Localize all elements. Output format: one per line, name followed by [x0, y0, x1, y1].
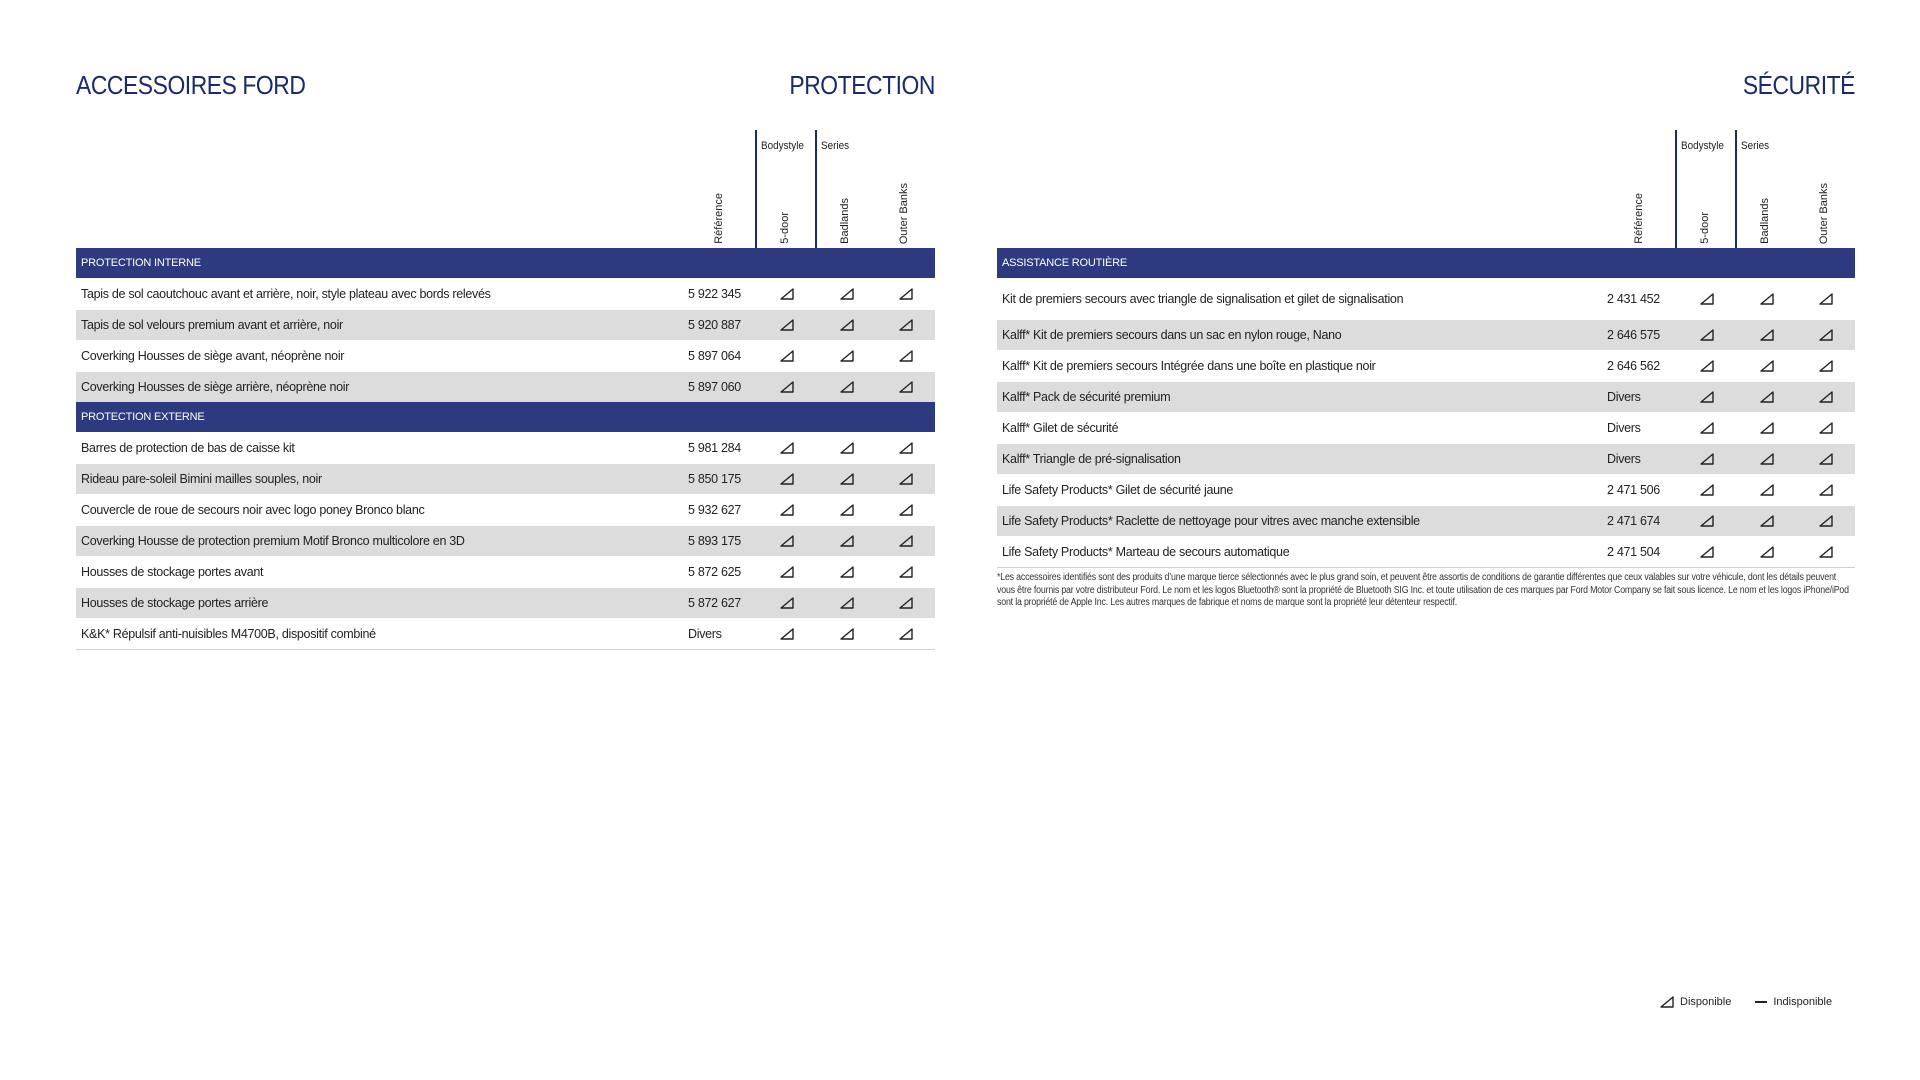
- row-label: Life Safety Products* Gilet de sécurité jaune: [1002, 483, 1234, 497]
- table-body: [76, 248, 935, 650]
- page-title: ACCESSOIRES FORD: [76, 70, 306, 100]
- column-header-reference: Référence: [1633, 193, 1645, 244]
- column-header-badlands: Badlands: [839, 198, 851, 244]
- legend: [1660, 996, 1848, 1008]
- column-divider: [1735, 130, 1737, 248]
- available-triangle-icon: [1700, 537, 1714, 567]
- row-label: Kalff* Kit de premiers secours dans un sac en nylon rouge, Nano: [1002, 328, 1342, 342]
- available-triangle-icon: [840, 588, 854, 618]
- row-reference: 5 893 175: [688, 534, 741, 548]
- available-triangle-icon: [840, 495, 854, 525]
- table-row: [76, 525, 935, 556]
- section-title-securite: SÉCURITÉ: [1742, 70, 1855, 100]
- row-label: Coverking Housse de protection premium Motif Bronco multicolore en 3D: [81, 534, 465, 548]
- row-reference: 5 872 627: [688, 596, 741, 610]
- table-row: [997, 381, 1855, 412]
- available-triangle-icon: [780, 310, 794, 340]
- table-row: [76, 618, 935, 650]
- available-triangle-icon: [1760, 351, 1774, 381]
- protection-table: [76, 130, 935, 650]
- row-reference: 5 897 064: [688, 349, 741, 363]
- available-triangle-icon: [899, 557, 913, 587]
- row-reference: 2 431 452: [1607, 292, 1660, 306]
- row-reference: 5 981 284: [688, 441, 741, 455]
- legend-available-label: Disponible: [1680, 996, 1732, 1008]
- group-label-bodystyle: Bodystyle: [761, 140, 804, 152]
- available-triangle-icon: [840, 433, 854, 463]
- available-triangle-icon: [1700, 279, 1714, 319]
- available-triangle-icon: [780, 372, 794, 402]
- available-triangle-icon: [1760, 382, 1774, 412]
- table-body: [997, 248, 1855, 568]
- section-title-protection: PROTECTION: [789, 70, 935, 100]
- available-triangle-icon: [1700, 506, 1714, 536]
- row-reference: 2 646 562: [1607, 359, 1660, 373]
- group-label-series: Series: [821, 140, 850, 152]
- available-triangle-icon: [840, 310, 854, 340]
- row-label: Couvercle de roue de secours noir avec logo poney Bronco blanc: [81, 503, 425, 517]
- table-row: [997, 278, 1855, 319]
- row-reference: 5 920 887: [688, 318, 741, 332]
- available-triangle-icon: [899, 310, 913, 340]
- column-divider: [1675, 130, 1677, 248]
- available-triangle-icon: [780, 526, 794, 556]
- unavailable-dash-icon: [1755, 1001, 1767, 1003]
- row-label: Kalff* Triangle de pré-signalisation: [1002, 452, 1181, 466]
- table-row: [76, 278, 935, 309]
- column-divider: [755, 130, 757, 248]
- column-header-5door: 5-door: [1699, 212, 1711, 244]
- column-header-badlands: Badlands: [1759, 198, 1771, 244]
- table-row: [76, 556, 935, 587]
- table-row: [997, 474, 1855, 505]
- available-triangle-icon: [1700, 475, 1714, 505]
- row-label: Life Safety Products* Marteau de secours automatique: [1002, 545, 1290, 559]
- section-header: PROTECTION EXTERNE: [76, 402, 935, 432]
- row-label: Rideau pare-soleil Bimini mailles souples, noir: [81, 472, 322, 486]
- available-triangle-icon: [1660, 996, 1674, 1008]
- available-triangle-icon: [1700, 351, 1714, 381]
- table-row: [76, 340, 935, 371]
- row-label: Housses de stockage portes arrière: [81, 596, 269, 610]
- available-triangle-icon: [899, 526, 913, 556]
- row-reference: 2 471 506: [1607, 483, 1660, 497]
- table-row: [76, 587, 935, 618]
- available-triangle-icon: [899, 464, 913, 494]
- row-reference: 2 646 575: [1607, 328, 1660, 342]
- footnote: *Les accessoires identifiés sont des produits d’une marque tierce sélectionnés avec le plus grand soin, et peuvent être assortis de conditions de garantie différentes que ceux valables sur votre véhicule, dont les détails peuvent vous être fournis par votre distributeur Ford. Le nom et les logos Bluetooth® sont la propriété de Bluetooth SIG Inc. et toute utilisation de ces marques par Ford Motor Company se fait sous licence. Le nom et les logos iPhone/iPod sont la propriété de Apple Inc. Les autres marques de fabrique et noms de marque sont la propriété leur détenteur respectif.: [997, 572, 1849, 608]
- available-triangle-icon: [1760, 279, 1774, 319]
- row-label: Housses de stockage portes avant: [81, 565, 264, 579]
- row-reference: Divers: [1607, 452, 1641, 466]
- row-label: Barres de protection de bas de caisse kit: [81, 441, 295, 455]
- row-reference: 5 897 060: [688, 380, 741, 394]
- available-triangle-icon: [780, 464, 794, 494]
- available-triangle-icon: [840, 557, 854, 587]
- table-row: [76, 309, 935, 340]
- available-triangle-icon: [1819, 444, 1833, 474]
- available-triangle-icon: [1819, 506, 1833, 536]
- available-triangle-icon: [1760, 475, 1774, 505]
- table-row: [997, 350, 1855, 381]
- available-triangle-icon: [840, 372, 854, 402]
- available-triangle-icon: [780, 495, 794, 525]
- legend-unavailable-label: Indisponible: [1773, 996, 1833, 1008]
- row-label: Kalff* Gilet de sécurité: [1002, 421, 1119, 435]
- row-label: Tapis de sol caoutchouc avant et arrière, noir, style plateau avec bords relevés: [81, 287, 491, 301]
- available-triangle-icon: [1819, 413, 1833, 443]
- row-reference: Divers: [1607, 390, 1641, 404]
- available-triangle-icon: [1819, 320, 1833, 350]
- row-reference: Divers: [1607, 421, 1641, 435]
- legend-unavailable: [1755, 996, 1832, 1008]
- available-triangle-icon: [899, 341, 913, 371]
- legend-available: [1660, 996, 1731, 1008]
- row-reference: Divers: [688, 627, 722, 641]
- available-triangle-icon: [840, 619, 854, 649]
- available-triangle-icon: [1760, 537, 1774, 567]
- table-row: [76, 494, 935, 525]
- available-triangle-icon: [1760, 444, 1774, 474]
- row-reference: 5 932 627: [688, 503, 741, 517]
- row-label: Kit de premiers secours avec triangle de signalisation et gilet de signalisation: [1002, 292, 1404, 306]
- available-triangle-icon: [899, 619, 913, 649]
- available-triangle-icon: [1700, 382, 1714, 412]
- available-triangle-icon: [1700, 413, 1714, 443]
- available-triangle-icon: [1819, 351, 1833, 381]
- table-row: [997, 536, 1855, 568]
- available-triangle-icon: [1819, 537, 1833, 567]
- column-header-outer-banks: Outer Banks: [1818, 182, 1830, 244]
- available-triangle-icon: [1819, 475, 1833, 505]
- row-reference: 2 471 674: [1607, 514, 1660, 528]
- available-triangle-icon: [1819, 279, 1833, 319]
- row-label: Tapis de sol velours premium avant et arrière, noir: [81, 318, 343, 332]
- available-triangle-icon: [840, 341, 854, 371]
- section-header: ASSISTANCE ROUTIÈRE: [997, 248, 1855, 278]
- table-row: [997, 412, 1855, 443]
- available-triangle-icon: [780, 279, 794, 309]
- available-triangle-icon: [1700, 320, 1714, 350]
- group-label-bodystyle: Bodystyle: [1681, 140, 1724, 152]
- section-header: PROTECTION INTERNE: [76, 248, 935, 278]
- available-triangle-icon: [840, 279, 854, 309]
- available-triangle-icon: [840, 464, 854, 494]
- column-header-reference: Référence: [713, 193, 725, 244]
- available-triangle-icon: [780, 557, 794, 587]
- available-triangle-icon: [1760, 506, 1774, 536]
- table-row: [76, 371, 935, 402]
- column-header-5door: 5-door: [779, 212, 791, 244]
- row-label: Life Safety Products* Raclette de nettoyage pour vitres avec manche extensible: [1002, 514, 1420, 528]
- table-row: [76, 432, 935, 463]
- available-triangle-icon: [780, 619, 794, 649]
- securite-table: [997, 130, 1855, 610]
- available-triangle-icon: [840, 526, 854, 556]
- available-triangle-icon: [899, 372, 913, 402]
- row-label: Kalff* Kit de premiers secours Intégrée dans une boîte en plastique noir: [1002, 359, 1376, 373]
- available-triangle-icon: [899, 279, 913, 309]
- table-row: [997, 505, 1855, 536]
- group-label-series: Series: [1741, 140, 1770, 152]
- available-triangle-icon: [1700, 444, 1714, 474]
- available-triangle-icon: [899, 433, 913, 463]
- row-reference: 5 850 175: [688, 472, 741, 486]
- row-label: Coverking Housses de siège avant, néoprène noir: [81, 349, 345, 363]
- column-header: [76, 130, 935, 248]
- table-row: [997, 319, 1855, 350]
- column-divider: [815, 130, 817, 248]
- available-triangle-icon: [1819, 382, 1833, 412]
- table-row: [997, 443, 1855, 474]
- available-triangle-icon: [899, 588, 913, 618]
- available-triangle-icon: [780, 341, 794, 371]
- table-row: [76, 463, 935, 494]
- row-reference: 5 872 625: [688, 565, 741, 579]
- available-triangle-icon: [780, 588, 794, 618]
- row-reference: 5 922 345: [688, 287, 741, 301]
- column-header: [997, 130, 1855, 248]
- row-label: K&K* Répulsif anti-nuisibles M4700B, dispositif combiné: [81, 627, 376, 641]
- available-triangle-icon: [1760, 413, 1774, 443]
- row-reference: 2 471 504: [1607, 545, 1660, 559]
- available-triangle-icon: [899, 495, 913, 525]
- available-triangle-icon: [1760, 320, 1774, 350]
- column-header-outer-banks: Outer Banks: [898, 182, 910, 244]
- row-label: Coverking Housses de siège arrière, néoprène noir: [81, 380, 350, 394]
- available-triangle-icon: [780, 433, 794, 463]
- row-label: Kalff* Pack de sécurité premium: [1002, 390, 1171, 404]
